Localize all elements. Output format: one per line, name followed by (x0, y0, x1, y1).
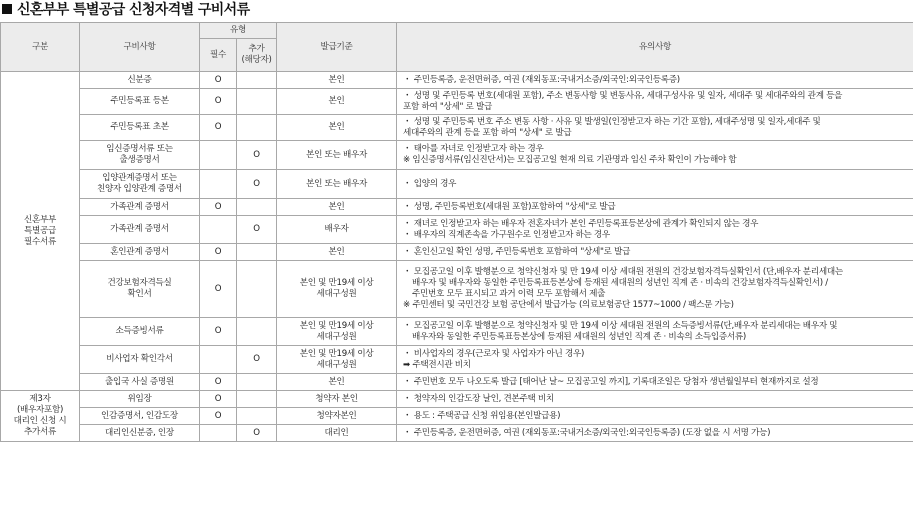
cell-line: ※ 주민센터 및 국민건강 보험 공단에서 발급가능 (의료보험공단 1577~1000 / 팩스문 가능) (403, 300, 734, 310)
cell-line: 본인 (328, 201, 345, 212)
cell-line: 비사업자 확인각서 (106, 354, 173, 364)
cell-line: 임신증명서류 또는 (106, 144, 173, 154)
cell-additional (237, 391, 277, 408)
cell-line: ・ 입양의 경우 (403, 178, 457, 189)
cell-line: 출생증명서 (119, 155, 160, 165)
cell-line: ※ 임신증명서류(임신진단서)는 모집공고일 현재 의료 기관명과 임신 주차 확인이 가능해야 함 (403, 155, 737, 165)
cell-line: ➡ 주택전시관 비치 (403, 359, 471, 370)
cell-notes (397, 89, 913, 115)
cell-required: O (200, 89, 237, 115)
cell-notes (397, 141, 913, 170)
table-row (1, 89, 913, 115)
table-row (1, 408, 913, 425)
cell-line: 본인 (328, 122, 345, 132)
cell-line: ・ 주민번호 모두 나오도록 발급 [태어난 날~ 모집공고일 까지], 기록대조일은 당첨자 생년월일부터 현재까지로 설정 (403, 376, 819, 387)
header-category: 구분 (1, 23, 80, 72)
cell-issue-basis (277, 391, 397, 408)
cell-line: 가족관계 증명서 (110, 224, 169, 234)
cell-line: 세대구성원 (316, 331, 357, 342)
cell-line: 세대구성원 (316, 289, 357, 299)
table-row (1, 318, 913, 346)
cell-notes (397, 408, 913, 425)
cell-line: (배우자포함) (16, 405, 64, 415)
cell-line: 본인 (328, 376, 345, 387)
cell-line: 필수서류 (23, 236, 56, 247)
table-row (1, 170, 913, 199)
cell-line: 청약자 본인 (315, 393, 358, 404)
cell-line: 추가서류 (23, 427, 56, 437)
cell-line: 본인 및 만19세 이상 (299, 348, 374, 359)
cell-required (200, 170, 237, 199)
table-row (1, 115, 913, 141)
cell-line: ・ 비사업자의 경우(근로자 및 사업자가 아닌 경우) (403, 348, 585, 359)
section-title (2, 0, 250, 18)
cell-required: O (200, 115, 237, 141)
cell-line: 배우자와 동일한 주민등록표등본상에 등재된 세대원의 성년인 직계 존 · 비속의 소득입증서류) (412, 331, 746, 342)
cell-issue-basis (277, 408, 397, 425)
cell-issue-basis (277, 170, 397, 199)
cell-notes (397, 170, 913, 199)
cell-required: O (200, 72, 237, 89)
cell-line: 본인 또는 배우자 (306, 178, 367, 189)
cell-line: 청약자본인 (316, 410, 357, 421)
table-row (1, 391, 913, 408)
cell-issue-basis (277, 318, 397, 346)
header-issue-basis: 발급기준 (277, 23, 397, 72)
cell-notes (397, 391, 913, 408)
cell-notes (397, 199, 913, 216)
cell-line: ・ 청약자의 인감도장 날인, 견본주택 비치 (403, 393, 554, 404)
cell-document (80, 72, 200, 89)
cell-additional: O (237, 216, 277, 244)
cell-notes (397, 261, 913, 318)
cell-document (80, 141, 200, 170)
cell-issue-basis (277, 346, 397, 374)
cell-document (80, 318, 200, 346)
table-row (1, 141, 913, 170)
cell-issue-basis (277, 199, 397, 216)
cell-required (200, 216, 237, 244)
cell-additional (237, 72, 277, 89)
cell-required: O (200, 391, 237, 408)
cell-line: 인감증명서, 인감도장 (101, 410, 178, 421)
cell-line: ・ 성명 및 주민등록 번호 주소 변동 사항 · 사유 및 발생일(인정받고자 하는 기간 포함), 세대주성명 및 일자,세대주 및 (403, 116, 821, 127)
cell-required (200, 425, 237, 442)
cell-line: 세대구성원 (316, 359, 357, 370)
cell-line: 주민번호 모두 표시되고 과거 이력 모두 포함해서 제출 (412, 289, 606, 299)
cell-line: ・ 성명 및 주민등록 번호(세대원 포함), 주소 변동사항 및 변동사유, 세대구성사유 및 일자, 세대주 및 세대주와의 관계 등을 (403, 90, 843, 101)
header-type: 유형 (200, 23, 277, 39)
cell-notes (397, 318, 913, 346)
cell-document (80, 391, 200, 408)
cell-notes (397, 425, 913, 442)
cell-required: O (200, 199, 237, 216)
table-row (1, 199, 913, 216)
cell-required: O (200, 318, 237, 346)
cell-line: 특별공급 (23, 225, 56, 236)
cell-line: ・ 배우자의 직계존속을 가구원수로 인정받고자 하는 경우 (403, 229, 610, 240)
group-newlywed (1, 72, 80, 391)
cell-document (80, 89, 200, 115)
cell-notes (397, 346, 913, 374)
cell-notes (397, 72, 913, 89)
table-row (1, 346, 913, 374)
cell-line: 본인 (328, 246, 345, 257)
cell-additional (237, 408, 277, 425)
table-row (1, 244, 913, 261)
cell-additional (237, 244, 277, 261)
cell-additional: O (237, 346, 277, 374)
cell-required: O (200, 408, 237, 425)
cell-notes (397, 244, 913, 261)
cell-additional (237, 374, 277, 391)
cell-document (80, 170, 200, 199)
cell-additional: O (237, 170, 277, 199)
cell-additional (237, 318, 277, 346)
header-additional-sub: (해당자) (241, 55, 272, 65)
cell-line: 본인 및 만19세 이상 (299, 278, 374, 288)
cell-line: 포함 하여 "상세" 로 발급 (403, 101, 493, 112)
cell-document (80, 115, 200, 141)
table-row (1, 374, 913, 391)
cell-line: 배우자 (324, 224, 349, 234)
cell-document (80, 244, 200, 261)
table-row (1, 72, 913, 89)
cell-line: 주민등록표 초본 (110, 122, 169, 132)
cell-line: 본인 또는 배우자 (306, 149, 367, 160)
cell-line: 입양관계증명서 또는 (102, 173, 177, 183)
cell-line: 본인 (328, 96, 345, 106)
cell-line: 대리인 (324, 427, 349, 438)
cell-line: 신혼부부 (23, 214, 56, 225)
cell-issue-basis (277, 216, 397, 244)
cell-notes (397, 115, 913, 141)
cell-line: 본인 및 만19세 이상 (299, 320, 374, 331)
header-additional-label: 추가 (248, 44, 265, 54)
cell-issue-basis (277, 89, 397, 115)
cell-line: 확인서 (127, 289, 152, 299)
cell-line: ・ 주민등록증, 운전면허증, 여권 (재외동포:국내거소증/외국인:외국인등록증) (도장 없을 시 서명 가능) (403, 427, 771, 438)
cell-line: 제3자 (29, 394, 51, 404)
cell-line: 친양자 입양관계 증명서 (97, 184, 182, 194)
header-notes: 유의사항 (397, 23, 913, 72)
cell-issue-basis (277, 115, 397, 141)
cell-line: ・ 용도 : 주택공급 신청 위임용(본인발급용) (403, 410, 561, 421)
cell-document (80, 408, 200, 425)
cell-additional (237, 261, 277, 318)
documents-table (0, 22, 913, 442)
cell-line: 위임장 (127, 393, 152, 404)
section-title-text: 신혼부부 특별공급 신청자격별 구비서류 (17, 2, 250, 18)
cell-document (80, 425, 200, 442)
cell-line: 세대주와의 관계 등을 포함 하여 "상세" 로 발급 (403, 127, 572, 138)
cell-document (80, 216, 200, 244)
cell-notes (397, 216, 913, 244)
cell-issue-basis (277, 261, 397, 318)
header-required: 필수 (200, 39, 237, 72)
cell-line: 본인 (328, 74, 345, 85)
group-third-party (1, 391, 80, 442)
cell-issue-basis (277, 72, 397, 89)
cell-line: 건강보험자격득실 (107, 278, 172, 288)
cell-additional (237, 89, 277, 115)
cell-line: ・ 성명, 주민등록번호(세대원 포함)포함하여 "상세"로 발급 (403, 201, 616, 212)
cell-issue-basis (277, 425, 397, 442)
cell-additional (237, 199, 277, 216)
cell-issue-basis (277, 374, 397, 391)
cell-required: O (200, 261, 237, 318)
cell-line: ・ 주민등록증, 운전면허증, 여권 (재외동포:국내거소증/외국인:외국인등록증) (403, 74, 680, 85)
cell-line: 출입국 사실 증명원 (105, 376, 174, 387)
cell-line: ・ 재녀로 인정받고자 하는 배우자 전혼자녀가 본인 주민등록표등본상에 관계가 확인되지 않는 경우 (403, 218, 759, 229)
cell-document (80, 199, 200, 216)
cell-line: 대리인신분증, 인장 (105, 427, 174, 438)
cell-document (80, 261, 200, 318)
cell-line: ・ 태아를 자녀로 인정받고자 하는 경우 (403, 144, 544, 154)
cell-line: 소득증빙서류 (115, 326, 164, 336)
cell-issue-basis (277, 244, 397, 261)
header-additional (237, 39, 277, 72)
cell-line: 혼인관계 증명서 (110, 246, 169, 257)
cell-document (80, 374, 200, 391)
cell-line: 대리인 신청 시 (13, 416, 67, 426)
cell-issue-basis (277, 141, 397, 170)
cell-additional (237, 115, 277, 141)
cell-line: 주민등록표 등본 (110, 96, 169, 106)
cell-required: O (200, 244, 237, 261)
cell-document (80, 346, 200, 374)
cell-line: 배우자 및 배우자와 동일한 주민등록표등본상에 등재된 세대원의 성년인 직계 존 · 비속의 건강보험자격득실확인서) / (412, 278, 828, 288)
cell-line: 신분증 (127, 74, 152, 85)
table-row (1, 261, 913, 318)
cell-line: ・ 혼인신고일 확인 성명, 주민등록번호 포함하여 "상세"로 발급 (403, 246, 631, 257)
table-body (1, 72, 913, 442)
cell-required: O (200, 374, 237, 391)
cell-notes (397, 374, 913, 391)
cell-line: ・ 모집공고일 이후 발행분으로 청약신청자 및 만 19세 이상 세대원 전원의 소득증빙서류(단,배우자 분리세대는 배우자 및 (403, 320, 838, 331)
table-row (1, 425, 913, 442)
cell-required (200, 346, 237, 374)
square-bullet-icon (2, 4, 12, 14)
cell-required (200, 141, 237, 170)
cell-additional: O (237, 141, 277, 170)
cell-line: 가족관계 증명서 (110, 201, 169, 212)
cell-additional: O (237, 425, 277, 442)
table-row (1, 216, 913, 244)
cell-line: ・ 모집공고일 이후 발행분으로 청약신청자 및 만 19세 이상 세대원 전원의 건강보험자격득실확인서 (단,배우자 분리세대는 (403, 267, 843, 277)
header-documents: 구비사항 (80, 23, 200, 72)
